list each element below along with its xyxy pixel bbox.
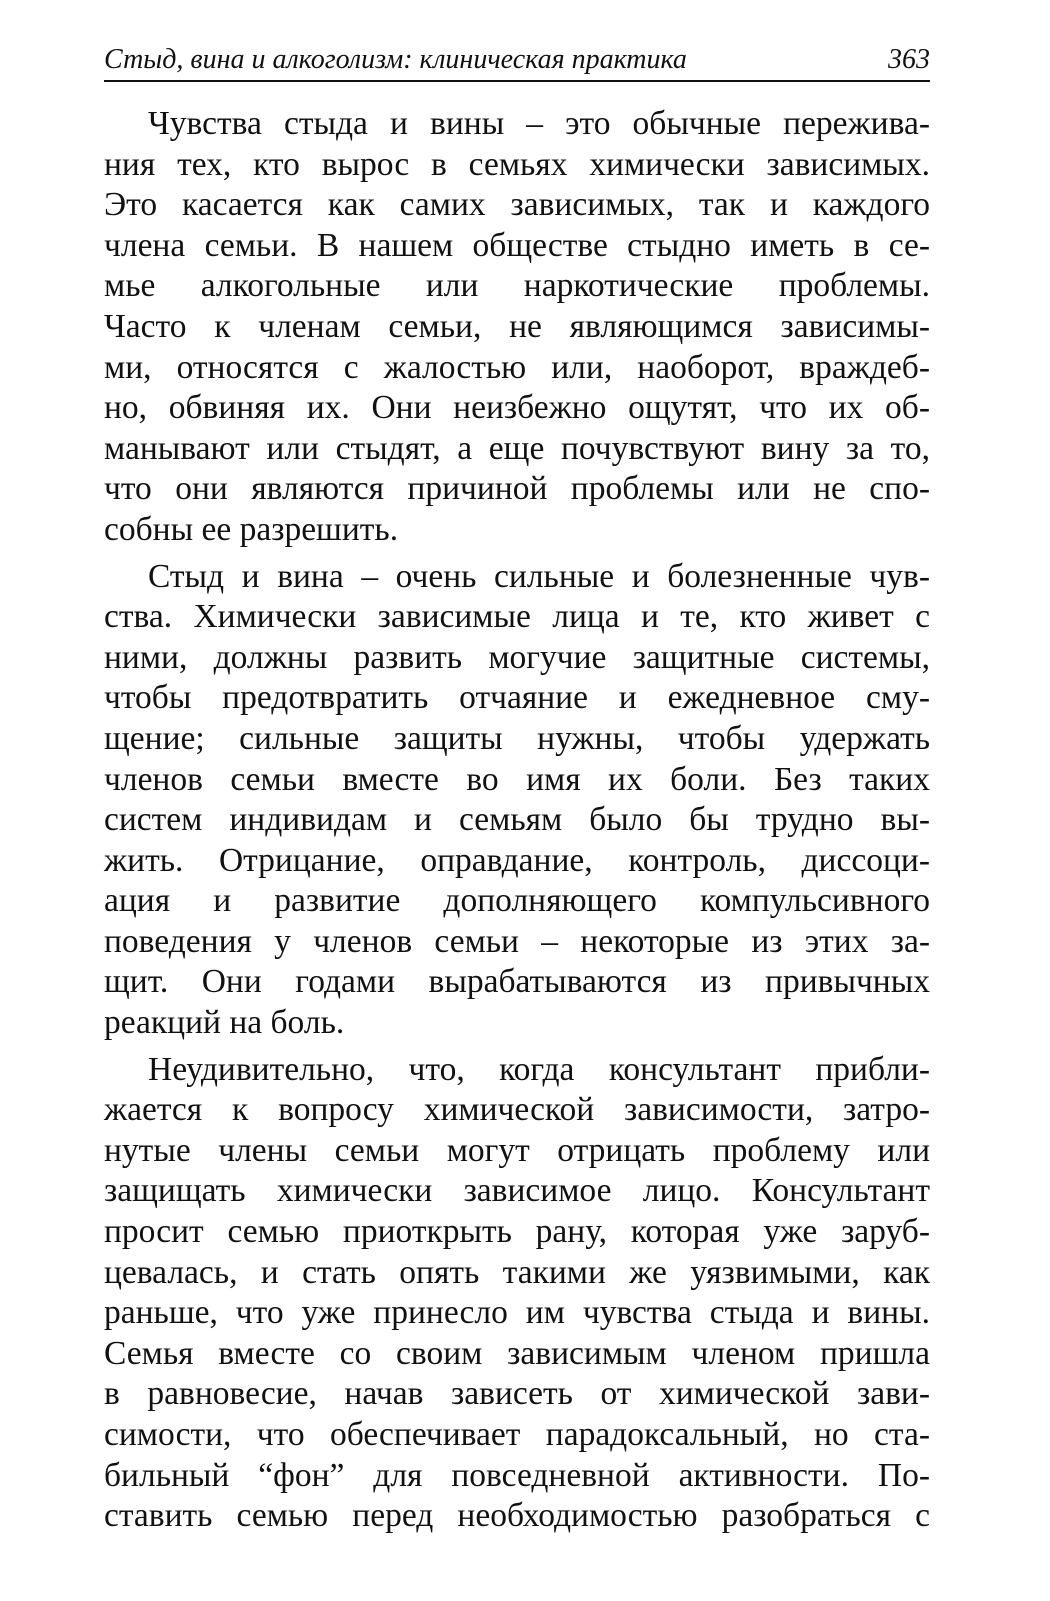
text-line: раньше, что уже принесло им чувства стыда и вины. xyxy=(104,1294,930,1332)
text-line: что они являются причиной проблемы или не спо- xyxy=(104,470,930,508)
text-line: члена семьи. В нашем обществе стыдно иметь в се- xyxy=(104,226,930,264)
text-line: манывают или стыдят, а еще почувствуют вину за то, xyxy=(104,429,930,467)
text-line: бильный “фон” для повседневной активности. По- xyxy=(104,1456,930,1494)
text-line: поведения у членов семьи – некоторые из этих за- xyxy=(104,922,930,960)
text-line: симости, что обеспечивает парадоксальный, но ста- xyxy=(104,1416,930,1453)
text-line: мье алкогольные или наркотические проблемы. xyxy=(104,267,930,305)
text-line: ставить семью перед необходимостью разобраться с xyxy=(104,1497,930,1535)
text-line: жить. Отрицание, оправдание, контроль, диссоци- xyxy=(104,841,930,879)
text-line: ними, должны развить могучие защитные системы, xyxy=(104,638,930,676)
text-line: реакций на боль. xyxy=(104,1004,345,1042)
text-line: Стыд и вина – очень сильные и болезненные чув- xyxy=(148,557,930,595)
paragraph xyxy=(104,557,930,1044)
text-line: цевалась, и стать опять такими же уязвимыми, как xyxy=(104,1253,930,1291)
text-line: членов семьи вместе во имя их боли. Без таких xyxy=(104,760,930,798)
text-line: ми, относятся с жалостью или, наоборот, враждеб- xyxy=(104,348,930,386)
text-line: Неудивительно, что, когда консультант прибли- xyxy=(148,1050,930,1088)
text-line: щит. Они годами вырабатываются из привычных xyxy=(104,963,930,1001)
text-line: Семья вместе со своим зависимым членом пришла xyxy=(104,1334,930,1372)
text-line: ства. Химически зависимые лица и те, кто живет с xyxy=(104,598,930,636)
running-header xyxy=(104,40,930,82)
text-line: жается к вопросу химической зависимости, затро- xyxy=(104,1091,930,1129)
paragraph xyxy=(104,1050,930,1537)
text-line: чтобы предотвратить отчаяние и ежедневное сму- xyxy=(104,679,930,717)
text-line: ния тех, кто вырос в семьях химически зависимых. xyxy=(104,145,930,183)
page-number: 363 xyxy=(888,44,930,75)
text-line: Чувства стыда и вины – это обычные пережива- xyxy=(148,105,930,142)
body-text xyxy=(104,104,930,1537)
text-line: нутые члены семьи могут отрицать проблему или xyxy=(104,1131,930,1169)
text-line: Это касается как самих зависимых, так и каждого xyxy=(104,186,930,224)
running-title: Стыд, вина и алкоголизм: клиническая практика xyxy=(104,44,687,75)
text-line: Часто к членам семьи, не являющимся зависимы- xyxy=(104,307,930,345)
text-line: систем индивидам и семьям было бы трудно вы- xyxy=(104,801,930,839)
book-page xyxy=(104,40,930,1543)
text-line: просит семью приоткрыть рану, которая уже заруб- xyxy=(104,1213,930,1251)
text-line: ация и развитие дополняющего компульсивного xyxy=(104,882,930,920)
text-line: щение; сильные защиты нужны, чтобы удержать xyxy=(104,719,930,757)
paragraph xyxy=(104,104,930,551)
text-line: собны ее разрешить. xyxy=(104,510,399,548)
text-line: защищать химически зависимое лицо. Консультант xyxy=(104,1172,930,1210)
text-line: но, обвиняя их. Они неизбежно ощутят, что их об- xyxy=(104,389,930,427)
text-line: в равновесие, начав зависеть от химической зави- xyxy=(104,1375,930,1413)
